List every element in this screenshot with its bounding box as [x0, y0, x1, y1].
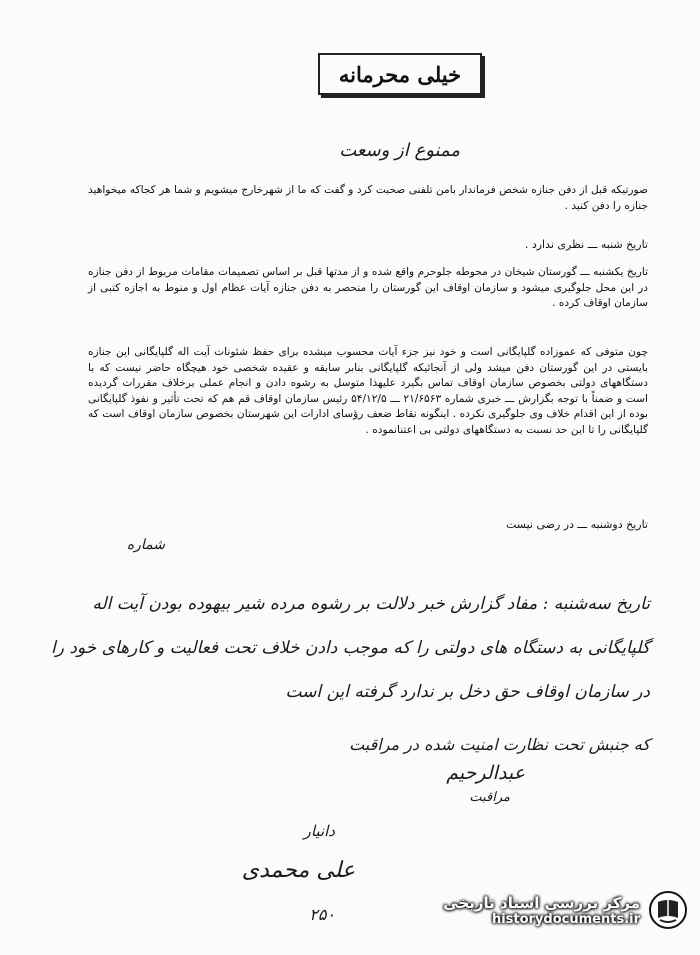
paragraph-3: چون متوفی که عموزاده گلپایگانی است و خود نیز جزء آیات محسوب میشده برای حفظ شئونات آیت اله گلپایگانی این جنازه بایستی در این گورستان دفن میشد ولی از آنجائیکه گلپایگانی بنابر سابقه و عقیده شخصی خود هیچگاه حاضر نیست که با دستگاههای دولتی بخصوص سازمان اوقاف تماس بگیرد علیهذا متوسل به رشوه دادن و انجام عملی برخلاف مقررات گردیده است و ضمناً با توجه بگزارش ـــ خبری شماره ۲۱/۶۵۶۳ ـــ ۵۴/۱۲/۵ رئیس سازمان اوقاف قم هم که تحت تأثیر و نفوذ گلپایگانی بوده از این اقدام خلاف وی جلوگیری نکرده . اینگونه نقاط ضعف رؤسای ادارات این شهرستان بخصوص سازمان اوقاف است که گلپایگانی را تا این حد نسبت به دستگاههای دولتی بی اعتنانموده .	[88, 346, 648, 436]
classification-stamp: خیلی محرمانه	[318, 53, 482, 95]
handwritten-paragraph: تاریخ سه‌شنبه : مفاد گزارش خبر دلالت بر رشوه مرده شیر بیهوده بودن آیت اله گلپایگانی به دستگاه های دولتی را که موجب دادن خلاف تحت فعالیت و کارهای خود را در سازمان اوقاف حق دخل بر ندارد گرفته این است	[51, 594, 650, 702]
greeting-heading: ممنوع از وسعت	[339, 140, 460, 161]
watermark-english: historydocuments.ir	[491, 911, 640, 927]
line-monday: تاریخ دوشنبه ـــ در رضی نیست	[505, 518, 648, 531]
watermark-logo	[443, 890, 688, 930]
paragraph-2: تاریخ یکشنبه ـــ گورستان شیخان در محوطه جلوحرم واقع شده و از مدتها قبل بر اساس تصمیمات مقامات مربوط از دفن جنازه در این محل جلوگیری میشود و سازمان اوقاف این گورستان را منحصر به دفن جنازه آیات عظام اول و منوط به اجازه کتبی از سازمان اوقاف کرده .	[88, 266, 648, 309]
signature-secondary: علی محمدی	[241, 858, 355, 883]
book-logo-icon	[648, 890, 688, 930]
paragraph-1: صورتیکه قبل از دفن جنازه شخص فرماندار بامن تلفنی صحبت کرد و گفت که ما از شهرخارج میشویم و شما هر کجاکه میخواهید جنازه را دفن کنید .	[88, 184, 648, 212]
watermark-text	[443, 894, 640, 927]
signature-primary: عبدالرحیم	[446, 762, 525, 784]
handwritten-closing: که جنبش تحت نظارت امنیت شده در مراقبت	[349, 735, 650, 754]
signature-primary-note: مراقبت	[469, 790, 510, 805]
line-saturday: تاریخ شنبه ـــ نظری ندارد .	[524, 238, 648, 251]
signature-secondary-label: دانیار	[303, 822, 335, 840]
watermark-persian: مرکز بررسی اسناد تاریخی	[443, 893, 640, 912]
scribbled-number: ۲۵۰	[309, 905, 335, 924]
side-note: شماره	[126, 537, 165, 553]
